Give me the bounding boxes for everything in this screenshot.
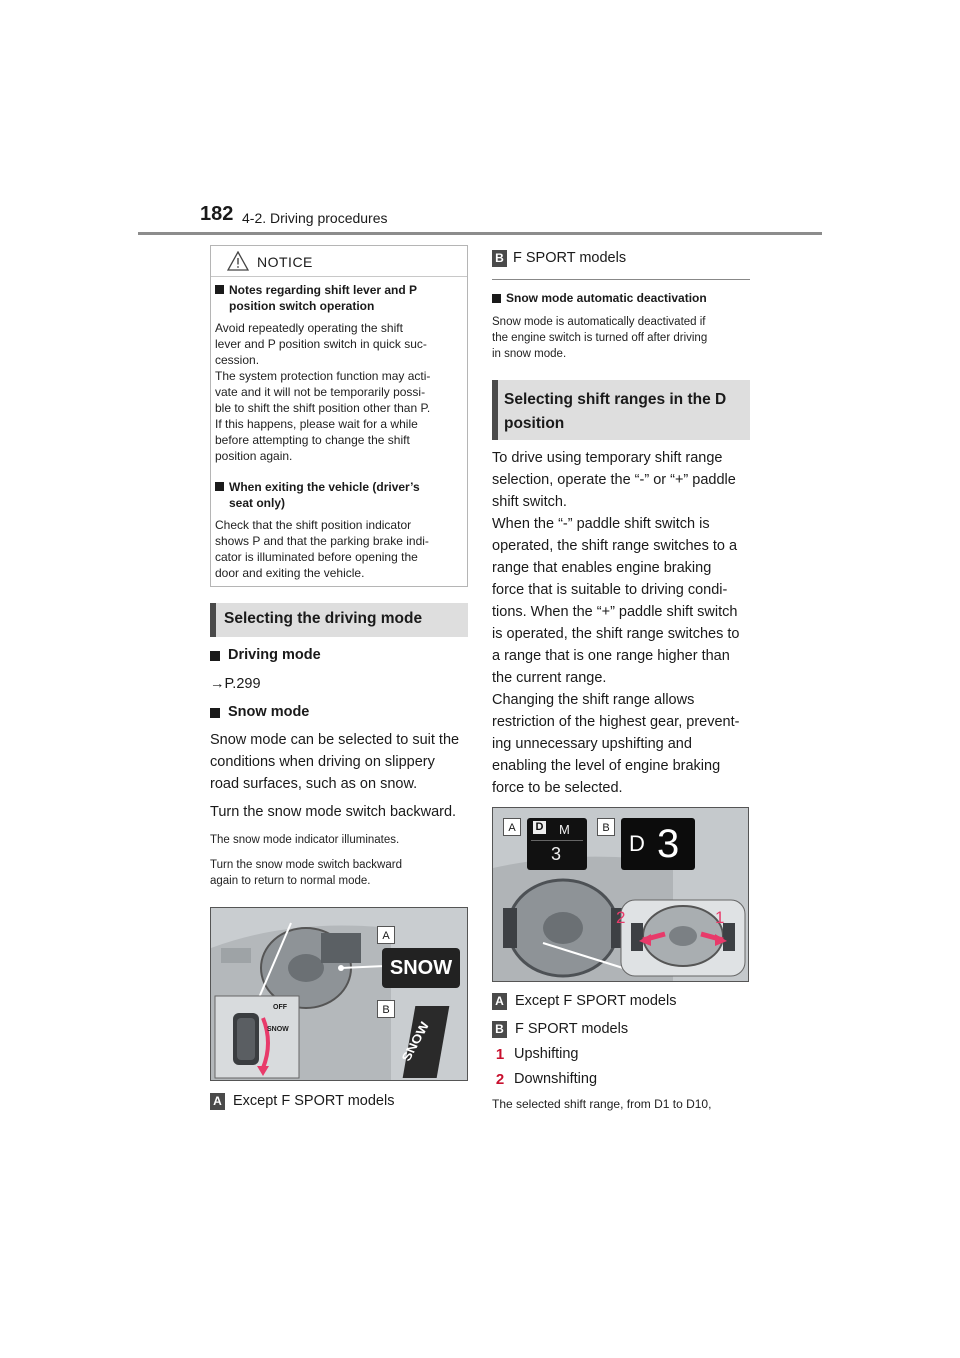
body-line: force to be selected.: [492, 780, 623, 796]
hud-d: D: [629, 831, 645, 856]
snow-return-note: [210, 857, 402, 889]
legend-2: [492, 1068, 597, 1090]
body-line: a range that is one range higher than: [492, 648, 730, 664]
body-line: restriction of the highest gear, prevent-: [492, 714, 740, 730]
body-line: shift switch.: [492, 494, 567, 510]
heading-driving-mode: [210, 603, 468, 637]
note-line: Turn the snow mode switch backward: [210, 859, 402, 871]
legend-number: 2: [495, 1070, 505, 1088]
caption-text: F SPORT models: [513, 250, 627, 266]
legend-text: F SPORT models: [515, 1021, 629, 1037]
square-bullet-icon: [215, 285, 224, 294]
square-bullet-icon: [210, 651, 220, 661]
notice-heading-line: position switch operation: [229, 299, 375, 313]
caption-tag: B: [492, 250, 507, 267]
snow-mode-instruction: Turn the snow mode switch backward.: [210, 804, 457, 820]
hud-display: [621, 818, 695, 870]
body-line: operated, the shift range switches to a: [492, 538, 738, 554]
display-gear: 3: [551, 844, 562, 864]
note-line: again to return to normal mode.: [210, 875, 371, 887]
note-line: in snow mode.: [492, 348, 567, 360]
body-line: road surfaces, such as on snow.: [210, 776, 418, 792]
legend-tag: A: [492, 993, 507, 1010]
snow-switch-label: SNOW: [389, 957, 453, 979]
body-line: ing unnecessary upshifting and: [492, 736, 692, 752]
figure-tag-a: A: [503, 818, 521, 836]
notice-title: NOTICE: [257, 254, 313, 270]
display-m: M: [559, 822, 570, 837]
note-line: Snow mode is automatically deactivated if: [492, 316, 706, 328]
page-reference[interactable]: [210, 673, 261, 695]
body-line: range that enables engine braking: [492, 560, 712, 576]
page-number: 182: [200, 203, 234, 225]
paddle-label-1: 1: [715, 908, 725, 927]
figure-tag-a: A: [377, 926, 395, 944]
snow-switch-b-label: SNOW: [398, 1019, 433, 1064]
subheading-text: Snow mode automatic deactivation: [506, 291, 707, 305]
notice-heading-exiting: [215, 479, 420, 511]
subheading-auto-deactivation: [492, 291, 707, 305]
subheading-text: Driving mode: [228, 647, 321, 663]
square-bullet-icon: [215, 482, 224, 491]
notice-heading-shift-lever: [215, 282, 417, 314]
left-figure-caption: [210, 1090, 394, 1112]
body-line: Snow mode can be selected to suit the: [210, 732, 460, 748]
note-line: the engine switch is turned off after driving: [492, 332, 708, 344]
caption-text: Except F SPORT models: [233, 1093, 395, 1109]
body-line: tions. When the “+” paddle shift switch: [492, 604, 738, 620]
square-bullet-icon: [492, 294, 501, 303]
notice-heading-line: seat only): [229, 496, 286, 510]
heading-shift-ranges: [492, 380, 750, 440]
paddle-shift-figure: [492, 807, 749, 982]
body-line: is operated, the shift range switches to: [492, 626, 740, 642]
legend-text: Except F SPORT models: [515, 993, 677, 1009]
right-top-caption: [492, 247, 626, 269]
snow-indicator-note: The snow mode indicator illuminates.: [210, 834, 400, 846]
notice-heading-line: When exiting the vehicle (driver’s: [229, 480, 420, 494]
meter-display: [527, 818, 587, 870]
divider: [492, 279, 750, 280]
heading-text: Selecting the driving mode: [224, 610, 423, 627]
legend-1: [492, 1043, 578, 1065]
section-title: 4-2. Driving procedures: [242, 210, 388, 226]
hud-gear: 3: [657, 822, 680, 866]
square-bullet-icon: [210, 708, 220, 718]
notice-heading-line: Notes regarding shift lever and P: [229, 283, 418, 297]
body-line: When the “-” paddle shift switch is: [492, 516, 710, 532]
subheading-driving-mode: [210, 647, 321, 663]
legend-text: Downshifting: [514, 1071, 598, 1087]
shift-range-description: [492, 447, 754, 799]
auto-deactivation-text: [492, 314, 707, 362]
figure-tag-b: B: [597, 818, 615, 836]
legend-a: [492, 990, 676, 1012]
body-line: To drive using temporary shift range: [492, 450, 723, 466]
body-line: Changing the shift range allows: [492, 692, 695, 708]
legend-text: Upshifting: [514, 1046, 579, 1062]
arrow-right-icon: →: [210, 676, 225, 692]
knob-snow-label: SNOW: [267, 1026, 289, 1033]
reference-text: P.299: [224, 676, 261, 692]
notice-header: [211, 246, 467, 277]
figure-tag-b: B: [377, 1000, 395, 1018]
subheading-text: Snow mode: [228, 704, 310, 720]
subheading-snow-mode: [210, 704, 309, 720]
heading-text: position: [504, 415, 565, 432]
legend-number: 1: [495, 1045, 505, 1063]
body-line: force that is suitable to driving condi-: [492, 582, 728, 598]
display-d: D: [533, 821, 546, 834]
snow-switch-a: [382, 948, 460, 988]
display-divider: [531, 840, 583, 841]
notice-paragraph-shift-lever: Avoid repeatedly operating the shift lever and P position switch in quick suc- cession. The system protection function may acti- vate and it will not be temporarily possi- ble to shift the shift position other than P. If this happens, please wait for a while before attempting to change the shift position again.: [215, 321, 431, 463]
body-line: selection, operate the “-” or “+” paddle: [492, 472, 736, 488]
snow-mode-description: [210, 729, 472, 795]
body-line: conditions when driving on slippery: [210, 754, 435, 770]
body-line: enabling the level of engine braking: [492, 758, 721, 774]
trailing-text: The selected shift range, from D1 to D10,: [492, 1097, 712, 1111]
body-line: the current range.: [492, 670, 607, 686]
header-rule: [138, 232, 822, 235]
knob-off-label: OFF: [273, 1004, 287, 1011]
legend-b: [492, 1018, 628, 1040]
heading-text: Selecting shift ranges in the D: [504, 391, 727, 408]
snow-switch-figure: [210, 907, 468, 1081]
paddle-label-2: 2: [616, 908, 626, 927]
caption-tag: A: [210, 1093, 225, 1110]
legend-tag: B: [492, 1021, 507, 1038]
notice-box: [210, 245, 468, 587]
warning-icon: [227, 251, 249, 271]
notice-paragraph-exiting: Check that the shift position indicator shows P and that the parking brake indi- cator is illuminated before opening the door and exiting the vehicle.: [215, 518, 429, 580]
